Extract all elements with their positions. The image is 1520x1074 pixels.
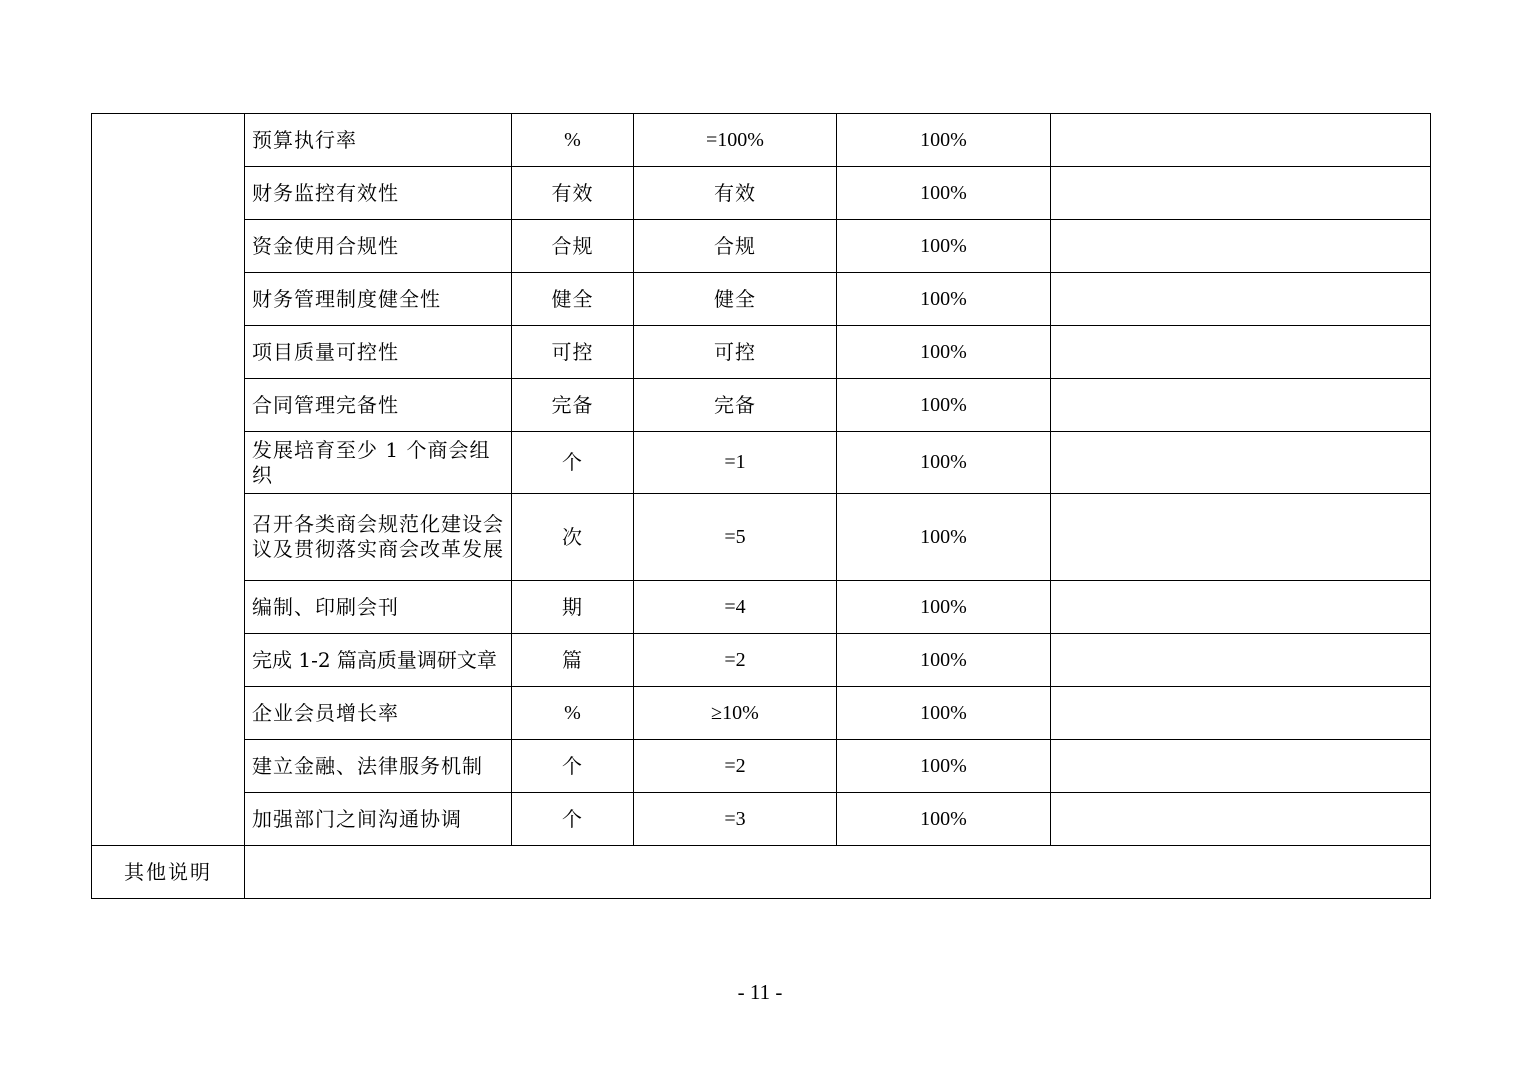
target-cell: =3 [634,793,837,846]
note-cell [1051,273,1431,326]
actual-cell: 100% [837,114,1051,167]
category-cell [92,114,245,846]
note-cell [1051,581,1431,634]
metric-name: 项目质量可控性 [245,326,512,379]
unit-cell: 个 [512,740,634,793]
target-cell: 有效 [634,167,837,220]
note-cell [1051,494,1431,581]
table-row [92,114,1431,167]
target-cell: 合规 [634,220,837,273]
metric-name: 企业会员增长率 [245,687,512,740]
page-number: - 11 - [737,980,783,1004]
note-cell [1051,687,1431,740]
note-cell [1051,379,1431,432]
indicator-table [91,113,1431,899]
table-row [92,740,1431,793]
actual-cell: 100% [837,273,1051,326]
metric-name: 发展培育至少 1 个商会组织 [245,432,512,494]
target-cell: ≥10% [634,687,837,740]
metric-name: 完成 1-2 篇高质量调研文章 [245,634,512,687]
target-cell: 健全 [634,273,837,326]
target-cell: 完备 [634,379,837,432]
other-notes-label: 其他说明 [92,846,245,899]
note-cell [1051,740,1431,793]
metric-name: 财务管理制度健全性 [245,273,512,326]
table-row [92,581,1431,634]
actual-cell: 100% [837,494,1051,581]
table-row [92,220,1431,273]
unit-cell: 次 [512,494,634,581]
unit-cell: 完备 [512,379,634,432]
target-cell: =1 [634,432,837,494]
actual-cell: 100% [837,167,1051,220]
actual-cell: 100% [837,793,1051,846]
table-row [92,379,1431,432]
unit-cell: 个 [512,793,634,846]
unit-cell: 个 [512,432,634,494]
table-row [92,432,1431,494]
table-row [92,687,1431,740]
metric-name: 预算执行率 [245,114,512,167]
table-row [92,793,1431,846]
actual-cell: 100% [837,740,1051,793]
target-cell: =4 [634,581,837,634]
other-notes-value [245,846,1431,899]
note-cell [1051,793,1431,846]
actual-cell: 100% [837,379,1051,432]
unit-cell: 可控 [512,326,634,379]
actual-cell: 100% [837,432,1051,494]
actual-cell: 100% [837,634,1051,687]
other-notes-row [92,846,1431,899]
target-cell: 可控 [634,326,837,379]
table-row [92,273,1431,326]
unit-cell: % [512,114,634,167]
note-cell [1051,220,1431,273]
table-row [92,494,1431,581]
metric-name: 财务监控有效性 [245,167,512,220]
table-row [92,326,1431,379]
metric-name: 加强部门之间沟通协调 [245,793,512,846]
actual-cell: 100% [837,687,1051,740]
metric-name: 建立金融、法律服务机制 [245,740,512,793]
unit-cell: % [512,687,634,740]
unit-cell: 有效 [512,167,634,220]
unit-cell: 篇 [512,634,634,687]
metric-name: 资金使用合规性 [245,220,512,273]
metric-name: 合同管理完备性 [245,379,512,432]
table-row [92,634,1431,687]
unit-cell: 健全 [512,273,634,326]
note-cell [1051,167,1431,220]
note-cell [1051,432,1431,494]
target-cell: =2 [634,634,837,687]
target-cell: =5 [634,494,837,581]
note-cell [1051,114,1431,167]
actual-cell: 100% [837,220,1051,273]
target-cell: =2 [634,740,837,793]
actual-cell: 100% [837,326,1051,379]
metric-name: 编制、印刷会刊 [245,581,512,634]
target-cell: =100% [634,114,837,167]
note-cell [1051,326,1431,379]
table-row [92,167,1431,220]
unit-cell: 期 [512,581,634,634]
note-cell [1051,634,1431,687]
actual-cell: 100% [837,581,1051,634]
unit-cell: 合规 [512,220,634,273]
metric-name: 召开各类商会规范化建设会议及贯彻落实商会改革发展 [245,494,512,581]
